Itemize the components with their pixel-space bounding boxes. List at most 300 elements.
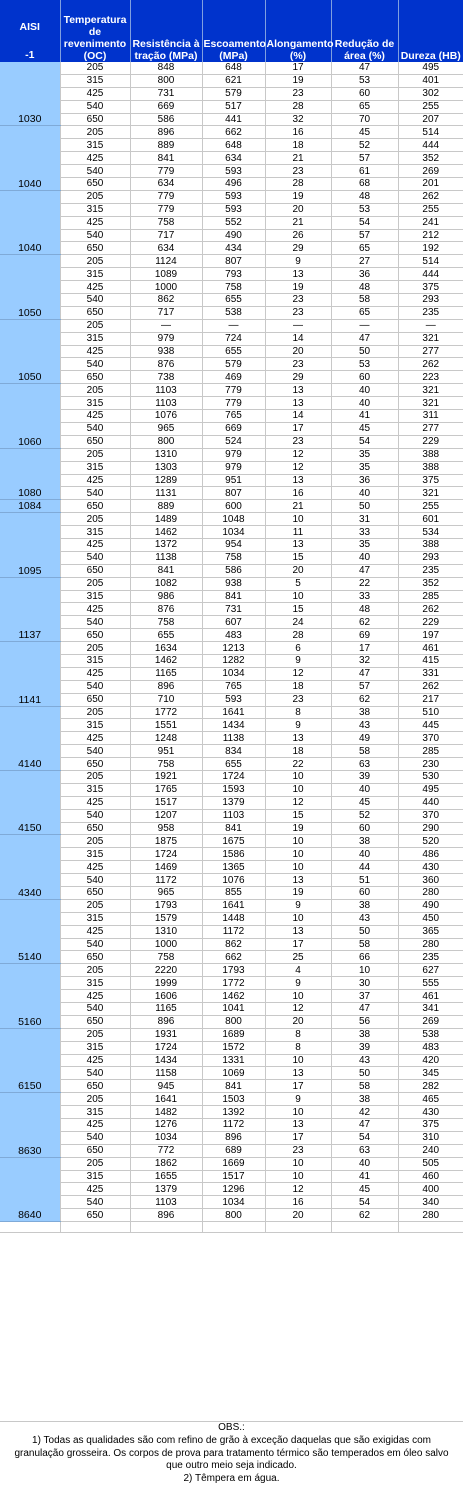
elongation-cell: 24 [265,616,331,629]
tensile-cell: 1303 [130,461,202,474]
table-row [0,577,463,590]
elongation-cell: 8 [265,1028,331,1041]
elongation-cell: 28 [265,178,331,191]
yield-cell: 954 [202,538,265,551]
yield-cell: 607 [202,616,265,629]
table-row [0,268,463,281]
elongation-cell: 13 [265,538,331,551]
yield-cell: 655 [202,294,265,307]
aisi-grade-cell: 1060 [0,384,60,448]
table-row [0,62,463,74]
hardness-cell: 290 [398,822,463,835]
area-reduction-cell: 35 [331,538,398,551]
yield-cell: 779 [202,397,265,410]
table-header [0,0,463,62]
hardness-cell: 388 [398,538,463,551]
temperature-cell: 540 [60,358,130,371]
tensile-cell: 1462 [130,526,202,539]
temperature-cell: 425 [60,87,130,100]
temperature-cell: 540 [60,1067,130,1080]
tensile-cell: 1875 [130,835,202,848]
table-row [0,861,463,874]
yield-cell: 862 [202,938,265,951]
temperature-cell: 205 [60,126,130,139]
tensile-cell: 1606 [130,990,202,1003]
elongation-cell: 17 [265,422,331,435]
tensile-cell: 1076 [130,410,202,423]
yield-cell: 855 [202,887,265,900]
elongation-cell: 20 [265,1209,331,1222]
elongation-cell: 21 [265,152,331,165]
table-row [0,732,463,745]
area-reduction-cell: 31 [331,513,398,526]
table-row [0,435,463,448]
area-reduction-cell: 70 [331,113,398,126]
yield-cell: 1448 [202,912,265,925]
temperature-cell: 315 [60,590,130,603]
temperature-cell: 205 [60,1028,130,1041]
area-reduction-cell: 47 [331,667,398,680]
table-row [0,642,463,655]
hardness-cell: 461 [398,642,463,655]
hardness-cell: 430 [398,861,463,874]
note-2: 2) Têmpera em água. [183,1472,280,1484]
area-reduction-cell: 38 [331,1028,398,1041]
tensile-cell: 1551 [130,719,202,732]
elongation-cell: 19 [265,887,331,900]
elongation-cell: 17 [265,62,331,74]
temperature-cell: 540 [60,1131,130,1144]
tensile-cell: 738 [130,371,202,384]
elongation-cell: 13 [265,1067,331,1080]
yield-cell: 517 [202,100,265,113]
hardness-cell: 538 [398,1028,463,1041]
elongation-cell: 22 [265,758,331,771]
hardness-cell: 280 [398,1209,463,1222]
hardness-cell: 440 [398,796,463,809]
elongation-cell: 13 [265,268,331,281]
table-row [0,925,463,938]
hardness-cell: 310 [398,1131,463,1144]
area-reduction-cell: 40 [331,487,398,500]
hardness-cell: 490 [398,899,463,912]
tensile-cell: 986 [130,590,202,603]
tensile-cell: 1462 [130,654,202,667]
area-reduction-cell: 63 [331,1144,398,1157]
area-reduction-cell: 47 [331,1003,398,1016]
area-reduction-cell: 51 [331,874,398,887]
temperature-cell: 315 [60,848,130,861]
temperature-cell: 205 [60,448,130,461]
temperature-cell: 425 [60,345,130,358]
area-reduction-cell: 60 [331,371,398,384]
yield-cell: 800 [202,1015,265,1028]
temperature-cell: 650 [60,564,130,577]
hardness-cell: 321 [398,384,463,397]
yield-cell: 1076 [202,874,265,887]
yield-cell: 979 [202,461,265,474]
table-row [0,951,463,964]
tensile-cell: 1103 [130,397,202,410]
note-1: 1) Todas as qualidades são com refino de grão à exceção daquelas que são exigidas com granulação grosseira. Os corpos de prova para tratamento térmico são temperados em óleo salvo que outro meio seja indicado. [14,1435,449,1472]
area-reduction-cell: 40 [331,384,398,397]
tensile-cell: 717 [130,306,202,319]
elongation-cell: 10 [265,770,331,783]
table-row [0,564,463,577]
tensile-cell: 945 [130,1080,202,1093]
hardness-cell: 505 [398,1157,463,1170]
area-reduction-cell: 58 [331,294,398,307]
hardness-cell: 352 [398,152,463,165]
yield-cell: 1675 [202,835,265,848]
temperature-cell: 650 [60,1209,130,1222]
table-row [0,384,463,397]
tensile-cell: 669 [130,100,202,113]
table-row [0,345,463,358]
elongation-cell: 11 [265,526,331,539]
elongation-cell: 23 [265,165,331,178]
hardness-cell: 331 [398,667,463,680]
hardness-cell: 461 [398,990,463,1003]
hardness-cell: 370 [398,809,463,822]
temperature-cell: 540 [60,680,130,693]
aisi-grade-cell: 6150 [0,1028,60,1092]
area-reduction-cell: 69 [331,629,398,642]
elongation-cell: 10 [265,861,331,874]
area-reduction-cell: 43 [331,912,398,925]
yield-cell: 1331 [202,1054,265,1067]
area-reduction-cell: 37 [331,990,398,1003]
tensile-cell: 1579 [130,912,202,925]
area-reduction-cell: 45 [331,1183,398,1196]
yield-cell: 1103 [202,809,265,822]
header-temperature: Temperatura de revenimento (OC) [60,0,130,62]
hardness-cell: 345 [398,1067,463,1080]
hardness-cell: 280 [398,887,463,900]
table-row [0,719,463,732]
empty-cell [0,1222,60,1233]
hardness-cell: 401 [398,74,463,87]
area-reduction-cell: 47 [331,564,398,577]
area-reduction-cell: 62 [331,693,398,706]
area-reduction-cell: 38 [331,1093,398,1106]
elongation-cell: 13 [265,474,331,487]
elongation-cell: 15 [265,551,331,564]
yield-cell: 524 [202,435,265,448]
tensile-cell: 2220 [130,964,202,977]
table-row [0,126,463,139]
tensile-cell: 896 [130,1209,202,1222]
temperature-cell: 315 [60,912,130,925]
temperature-cell: 205 [60,770,130,783]
elongation-cell: 17 [265,1131,331,1144]
tensile-cell: 979 [130,332,202,345]
elongation-cell: 4 [265,964,331,977]
header-aisi-sub: -1 [0,33,60,62]
hardness-cell: 240 [398,1144,463,1157]
hardness-cell: 444 [398,268,463,281]
table-row [0,1196,463,1209]
aisi-grade-cell: 1040 [0,126,60,190]
tensile-cell: 1634 [130,642,202,655]
temperature-cell: 315 [60,654,130,667]
area-reduction-cell: 47 [331,62,398,74]
aisi-grade-cell: 1084 [0,500,60,513]
area-reduction-cell: 53 [331,74,398,87]
tensile-cell: 1517 [130,796,202,809]
aisi-grade-cell: 1095 [0,513,60,577]
hardness-cell: 311 [398,410,463,423]
tensile-cell: 841 [130,564,202,577]
table-row [0,835,463,848]
elongation-cell: 10 [265,1170,331,1183]
yield-cell: 841 [202,1080,265,1093]
tensile-cell: 1000 [130,938,202,951]
table-row [0,513,463,526]
yield-cell: 469 [202,371,265,384]
table-row [0,1183,463,1196]
hardness-cell: 341 [398,1003,463,1016]
yield-cell: 662 [202,126,265,139]
table-row [0,1157,463,1170]
tensile-cell: 772 [130,1144,202,1157]
elongation-cell: 19 [265,190,331,203]
table-row [0,693,463,706]
hardness-cell: 212 [398,229,463,242]
yield-cell: — [202,319,265,332]
area-reduction-cell: 54 [331,435,398,448]
hardness-cell: 450 [398,912,463,925]
elongation-cell: 17 [265,1080,331,1093]
temperature-cell: 650 [60,1015,130,1028]
elongation-cell: 8 [265,1041,331,1054]
temperature-cell: 425 [60,1119,130,1132]
yield-cell: 648 [202,62,265,74]
tensile-cell: 758 [130,616,202,629]
tensile-cell: 800 [130,435,202,448]
yield-cell: 621 [202,74,265,87]
tensile-cell: 876 [130,603,202,616]
temperature-cell: 315 [60,74,130,87]
area-reduction-cell: 38 [331,899,398,912]
hardness-cell: 255 [398,500,463,513]
elongation-cell: 9 [265,255,331,268]
table-row [0,616,463,629]
elongation-cell: 9 [265,654,331,667]
hardness-cell: 530 [398,770,463,783]
hardness-cell: 430 [398,1106,463,1119]
tensile-cell: 848 [130,62,202,74]
yield-cell: 1034 [202,667,265,680]
hardness-cell: — [398,319,463,332]
area-reduction-cell: 54 [331,1196,398,1209]
temperature-cell: 540 [60,745,130,758]
tensile-cell: 1172 [130,874,202,887]
tensile-cell: 1131 [130,487,202,500]
hardness-cell: 229 [398,616,463,629]
aisi-grade-cell: 1050 [0,319,60,383]
tensile-cell: 634 [130,242,202,255]
hardness-cell: 388 [398,448,463,461]
temperature-cell: 205 [60,513,130,526]
hardness-cell: 235 [398,951,463,964]
table-row [0,474,463,487]
table-row [0,990,463,1003]
area-reduction-cell: 43 [331,1054,398,1067]
table-row [0,1093,463,1106]
elongation-cell: 10 [265,1054,331,1067]
temperature-cell: 315 [60,268,130,281]
yield-cell: 807 [202,255,265,268]
elongation-cell: 10 [265,848,331,861]
area-reduction-cell: 50 [331,1067,398,1080]
header-tensile-strength: Resistência à tração (MPa) [130,0,202,62]
yield-cell: 1641 [202,706,265,719]
area-reduction-cell: 42 [331,1106,398,1119]
tensile-cell: 841 [130,152,202,165]
empty-cell [331,1222,398,1233]
yield-cell: 600 [202,500,265,513]
temperature-cell: 315 [60,719,130,732]
elongation-cell: 10 [265,1157,331,1170]
temperature-cell: 315 [60,397,130,410]
yield-cell: 731 [202,603,265,616]
hardness-cell: 255 [398,203,463,216]
elongation-cell: 16 [265,1196,331,1209]
temperature-cell: 425 [60,216,130,229]
hardness-cell: 321 [398,487,463,500]
elongation-cell: 9 [265,977,331,990]
yield-cell: 793 [202,268,265,281]
elongation-cell: 13 [265,384,331,397]
yield-cell: 841 [202,822,265,835]
yield-cell: 1379 [202,796,265,809]
hardness-cell: 277 [398,345,463,358]
area-reduction-cell: 60 [331,822,398,835]
temperature-cell: 315 [60,332,130,345]
temperature-cell: 650 [60,242,130,255]
yield-cell: 586 [202,564,265,577]
yield-cell: 593 [202,203,265,216]
tensile-cell: 1165 [130,1003,202,1016]
elongation-cell: 18 [265,139,331,152]
tensile-cell: 1138 [130,551,202,564]
temperature-cell: 540 [60,165,130,178]
yield-cell: 1517 [202,1170,265,1183]
temperature-cell: 650 [60,371,130,384]
tensile-cell: 1921 [130,770,202,783]
elongation-cell: 6 [265,642,331,655]
hardness-cell: 460 [398,1170,463,1183]
elongation-cell: 25 [265,951,331,964]
area-reduction-cell: — [331,319,398,332]
tensile-cell: 758 [130,216,202,229]
empty-cell [202,1222,265,1233]
elongation-cell: 21 [265,216,331,229]
yield-cell: 1669 [202,1157,265,1170]
elongation-cell: 15 [265,809,331,822]
area-reduction-cell: 56 [331,1015,398,1028]
elongation-cell: 20 [265,1015,331,1028]
tensile-cell: 586 [130,113,202,126]
elongation-cell: 10 [265,783,331,796]
tensile-cell: 889 [130,139,202,152]
yield-cell: 1069 [202,1067,265,1080]
hardness-cell: 262 [398,603,463,616]
area-reduction-cell: 61 [331,165,398,178]
yield-cell: 689 [202,1144,265,1157]
tensile-cell: 731 [130,87,202,100]
area-reduction-cell: 52 [331,139,398,152]
yield-cell: 1365 [202,861,265,874]
hardness-cell: 370 [398,732,463,745]
area-reduction-cell: 40 [331,397,398,410]
tensile-cell: 1289 [130,474,202,487]
elongation-cell: 13 [265,874,331,887]
empty-cell [398,1222,463,1233]
temperature-cell: 205 [60,62,130,74]
hardness-cell: 262 [398,190,463,203]
yield-cell: 1772 [202,977,265,990]
hardness-cell: 415 [398,654,463,667]
hardness-cell: 514 [398,126,463,139]
yield-cell: 1392 [202,1106,265,1119]
temperature-cell: 650 [60,693,130,706]
area-reduction-cell: 45 [331,126,398,139]
temperature-cell: 425 [60,603,130,616]
hardness-cell: 483 [398,1041,463,1054]
elongation-cell: 20 [265,345,331,358]
yield-cell: 841 [202,590,265,603]
tensile-cell: 1082 [130,577,202,590]
elongation-cell: 9 [265,1093,331,1106]
area-reduction-cell: 65 [331,306,398,319]
tensile-cell: 634 [130,178,202,191]
table-row [0,1028,463,1041]
elongation-cell: 10 [265,1106,331,1119]
table-row [0,1041,463,1054]
table-row [0,1067,463,1080]
tensile-cell: 1372 [130,538,202,551]
area-reduction-cell: 44 [331,861,398,874]
yield-cell: 779 [202,384,265,397]
hardness-cell: 534 [398,526,463,539]
area-reduction-cell: 63 [331,758,398,771]
hardness-cell: 388 [398,461,463,474]
yield-cell: 758 [202,281,265,294]
yield-cell: 724 [202,332,265,345]
temperature-cell: 315 [60,461,130,474]
area-reduction-cell: 40 [331,783,398,796]
temperature-cell: 205 [60,899,130,912]
tensile-cell: 758 [130,951,202,964]
hardness-cell: 235 [398,306,463,319]
table-row [0,113,463,126]
temperature-cell: 425 [60,990,130,1003]
hardness-cell: 486 [398,848,463,861]
area-reduction-cell: 53 [331,203,398,216]
table-row [0,229,463,242]
yield-cell: 593 [202,693,265,706]
hardness-cell: 510 [398,706,463,719]
hardness-cell: 277 [398,422,463,435]
temperature-cell: 315 [60,783,130,796]
table-row [0,964,463,977]
area-reduction-cell: 10 [331,964,398,977]
tensile-cell: 1207 [130,809,202,822]
area-reduction-cell: 58 [331,1080,398,1093]
elongation-cell: 14 [265,332,331,345]
